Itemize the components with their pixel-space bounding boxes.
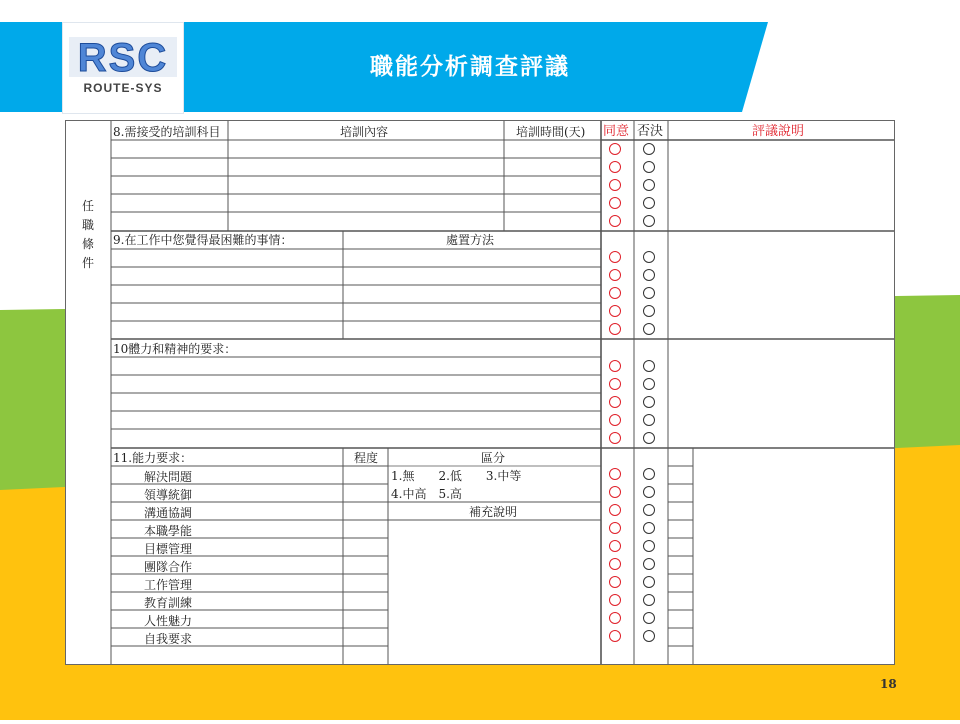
ability-item: 解決問題	[144, 470, 193, 484]
reject-radio[interactable]	[643, 522, 655, 534]
s11-col2: 程度	[354, 451, 379, 465]
page-number: 18	[880, 677, 897, 691]
reject-radio[interactable]	[643, 161, 655, 173]
reject-radio[interactable]	[643, 305, 655, 317]
reject-radio[interactable]	[643, 360, 655, 372]
agree-radio[interactable]	[609, 323, 621, 335]
agree-radio[interactable]	[609, 269, 621, 281]
s11-scale2: 4.中高 5.高	[391, 487, 462, 501]
agree-radio[interactable]	[609, 287, 621, 299]
side-label	[78, 197, 98, 273]
reject-radio[interactable]	[643, 594, 655, 606]
agree-radio[interactable]	[609, 215, 621, 227]
agree-radio[interactable]	[609, 468, 621, 480]
agree-radio[interactable]	[609, 161, 621, 173]
agree-radio[interactable]	[609, 612, 621, 624]
reject-radio[interactable]	[643, 612, 655, 624]
s11-col3: 區分	[481, 451, 506, 465]
logo-mark	[69, 37, 177, 81]
agree-radio[interactable]	[609, 179, 621, 191]
agree-radio[interactable]	[609, 558, 621, 570]
ability-item: 溝通協調	[144, 506, 193, 520]
reject-radio[interactable]	[643, 468, 655, 480]
reject-radio[interactable]	[643, 215, 655, 227]
evaluation-form	[65, 120, 895, 665]
reject-radio[interactable]	[643, 504, 655, 516]
ability-item: 團隊合作	[144, 560, 193, 574]
s9-col2: 處置方法	[446, 233, 495, 247]
side-label-text: 任職條件	[81, 199, 94, 270]
reject-radio[interactable]	[643, 251, 655, 263]
agree-radio[interactable]	[609, 522, 621, 534]
agree-radio[interactable]	[609, 251, 621, 263]
s8-col3: 培訓時間(天)	[516, 125, 586, 139]
reject-radio[interactable]	[643, 179, 655, 191]
ability-item: 人性魅力	[144, 614, 193, 628]
reject-radio[interactable]	[643, 378, 655, 390]
reject-radio[interactable]	[643, 143, 655, 155]
logo-text: ROUTE-SYS	[83, 81, 163, 95]
reject-radio[interactable]	[643, 432, 655, 444]
agree-radio[interactable]	[609, 378, 621, 390]
ability-item: 自我要求	[144, 632, 193, 646]
agree-radio[interactable]	[609, 630, 621, 642]
reject-radio[interactable]	[643, 540, 655, 552]
ability-item: 目標管理	[144, 542, 193, 556]
s11-col1: 11.能力要求：	[113, 451, 193, 465]
svg-text:RSC: RSC	[77, 37, 169, 77]
agree-radio[interactable]	[609, 396, 621, 408]
s9-col1: 9.在工作中您覺得最困難的事情：	[113, 233, 293, 247]
reject-radio[interactable]	[643, 323, 655, 335]
slide-title: 職能分析調查評議	[370, 54, 570, 80]
reject-radio[interactable]	[643, 630, 655, 642]
agree-radio[interactable]	[609, 305, 621, 317]
s10-col1: 10體力和精神的要求：	[113, 342, 237, 356]
reject-radio[interactable]	[643, 486, 655, 498]
reject-radio[interactable]	[643, 558, 655, 570]
reject-radio[interactable]	[643, 414, 655, 426]
agree-radio[interactable]	[609, 594, 621, 606]
ability-item: 工作管理	[144, 578, 193, 592]
company-logo	[62, 22, 184, 114]
reject-radio[interactable]	[643, 287, 655, 299]
s11-scale1: 1.無 2.低 3.中等	[391, 469, 522, 483]
agree-radio[interactable]	[609, 576, 621, 588]
s8-col2: 培訓內容	[340, 125, 389, 139]
agree-radio[interactable]	[609, 414, 621, 426]
reject-radio[interactable]	[643, 396, 655, 408]
reject-radio[interactable]	[643, 576, 655, 588]
agree-radio[interactable]	[609, 486, 621, 498]
comment-header: 評議說明	[752, 124, 805, 139]
agree-radio[interactable]	[609, 432, 621, 444]
reject-header: 否決	[637, 124, 664, 139]
ability-item: 本職學能	[144, 524, 193, 538]
ability-item: 教育訓練	[144, 596, 193, 610]
reject-radio[interactable]	[643, 269, 655, 281]
s8-col1: 8.需接受的培訓科目	[113, 125, 221, 139]
agree-radio[interactable]	[609, 540, 621, 552]
s11-note: 補充說明	[469, 505, 518, 519]
agree-radio[interactable]	[609, 143, 621, 155]
reject-radio[interactable]	[643, 197, 655, 209]
agree-header: 同意	[603, 124, 630, 139]
agree-radio[interactable]	[609, 360, 621, 372]
ability-item: 領導統御	[144, 488, 193, 502]
agree-radio[interactable]	[609, 504, 621, 516]
agree-radio[interactable]	[609, 197, 621, 209]
